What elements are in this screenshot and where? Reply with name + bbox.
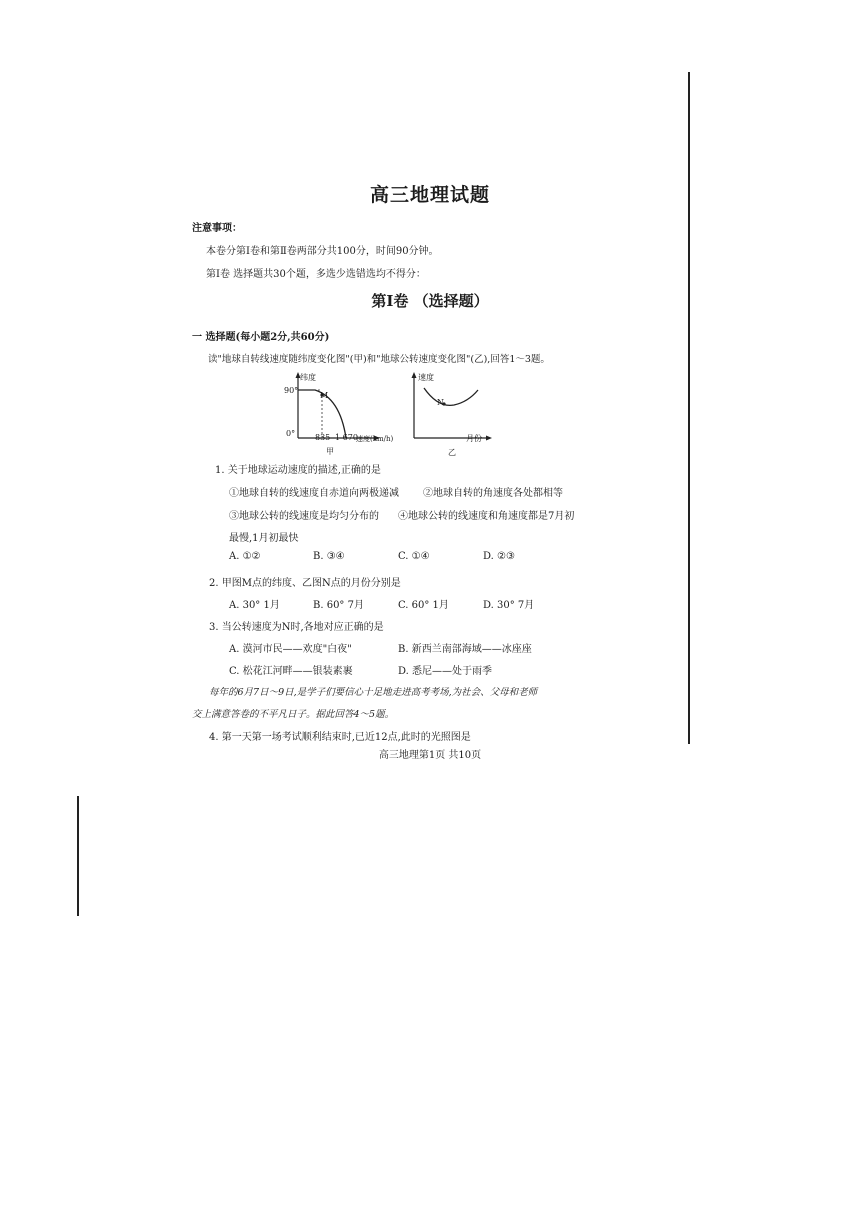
jia-x-tick-1670: 1 670 bbox=[335, 433, 358, 442]
passage-line-2: 交上满意答卷的不平凡日子。据此回答4～5题。 bbox=[192, 709, 395, 720]
scan-edge-left bbox=[77, 796, 79, 916]
page-footer: 高三地理第1页 共10页 bbox=[378, 750, 482, 761]
q2-option-d[interactable]: D. 30° 7月 bbox=[483, 600, 535, 611]
yi-x-axis-label: 月份 bbox=[466, 434, 482, 443]
q2-stem: 2. 甲图M点的纬度、乙图N点的月份分别是 bbox=[209, 578, 401, 589]
section-title: 第Ⅰ卷 （选择题） bbox=[371, 292, 489, 310]
figure-jia bbox=[280, 368, 400, 460]
q2-option-a[interactable]: A. 30° 1月 bbox=[229, 600, 280, 611]
notice-line-1: 本卷分第Ⅰ卷和第Ⅱ卷两部分共100分，时间90分钟。 bbox=[206, 246, 439, 257]
q3-option-b[interactable]: B. 新西兰南部海域——冰座座 bbox=[398, 644, 532, 655]
jia-point-m: M bbox=[320, 391, 329, 400]
q4-stem: 4. 第一天第一场考试顺利结束时,已近12点,此时的光照图是 bbox=[209, 732, 471, 743]
jia-caption: 甲 bbox=[326, 447, 334, 456]
notice-line-2: 第Ⅰ卷 选择题共30个题，多选少选错选均不得分： bbox=[206, 269, 426, 280]
jia-x-tick-835: 835 bbox=[315, 433, 331, 442]
part-heading: 一 选择题(每小题2分,共60分) bbox=[192, 332, 330, 343]
yi-caption: 乙 bbox=[448, 448, 456, 457]
q3-stem: 3. 当公转速度为N时,各地对应正确的是 bbox=[209, 622, 384, 633]
scan-edge-right bbox=[688, 72, 690, 744]
jia-origin: 0° bbox=[286, 429, 296, 438]
jia-y-axis-label: 纬度 bbox=[300, 373, 316, 382]
part-intro: 读"地球自转线速度随纬度变化图"(甲)和"地球公转速度变化图"(乙),回答1～3题。 bbox=[208, 354, 550, 365]
q1-stem: 1. 关于地球运动速度的描述,正确的是 bbox=[215, 465, 381, 476]
yi-y-axis-label: 速度 bbox=[418, 373, 434, 382]
page-title: 高三地理试题 bbox=[369, 184, 490, 206]
q3-option-c[interactable]: C. 松花江河畔——银装素裹 bbox=[229, 666, 353, 677]
passage-line-1: 每年的6月7日～9日,是学子们要信心十足地走进高考考场,为社会、父母和老师 bbox=[209, 687, 538, 698]
q1-option-d[interactable]: D. ②③ bbox=[483, 551, 515, 562]
q3-option-d[interactable]: D. 悉尼——处于雨季 bbox=[398, 666, 493, 677]
q1-statement-3: ③地球公转的线速度是均匀分布的 bbox=[229, 511, 379, 522]
jia-x-axis-label: 速度(km/h) bbox=[356, 435, 394, 443]
q2-option-b[interactable]: B. 60° 7月 bbox=[313, 600, 364, 611]
notice-heading: 注意事项： bbox=[192, 223, 242, 234]
q3-option-a[interactable]: A. 漠河市民——欢度"白夜" bbox=[229, 644, 352, 655]
jia-y-top-tick: 90° bbox=[284, 386, 299, 395]
q1-option-b[interactable]: B. ③④ bbox=[313, 551, 345, 562]
yi-point-n: N bbox=[437, 398, 444, 407]
q1-option-a[interactable]: A. ①② bbox=[229, 551, 261, 562]
q1-statement-4: ④地球公转的线速度和角速度都是7月初 bbox=[398, 511, 575, 522]
q1-option-c[interactable]: C. ①④ bbox=[398, 551, 430, 562]
q1-statement-4-cont: 最慢,1月初最快 bbox=[229, 533, 299, 544]
q1-statement-2: ②地球自转的角速度各处都相等 bbox=[423, 488, 563, 499]
q1-statement-1: ①地球自转的线速度自赤道向两极递减 bbox=[229, 488, 399, 499]
q2-option-c[interactable]: C. 60° 1月 bbox=[398, 600, 449, 611]
